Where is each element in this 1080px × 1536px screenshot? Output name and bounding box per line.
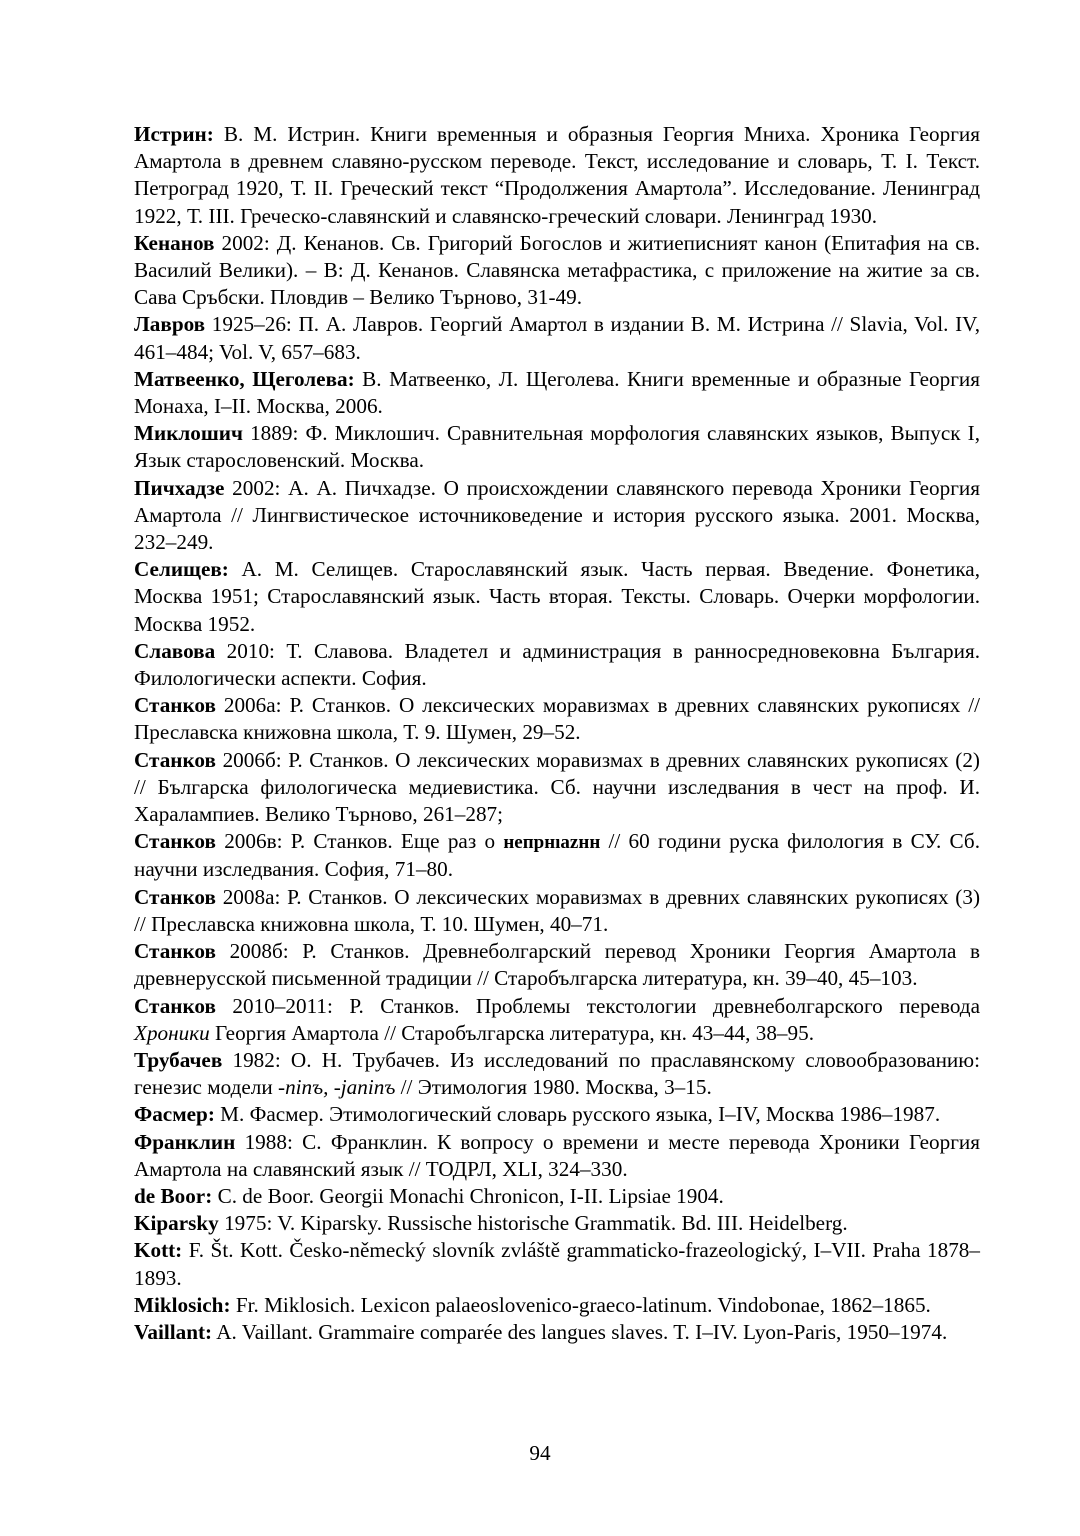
reference-key: Истрин:	[134, 122, 214, 146]
reference-entry	[134, 475, 980, 557]
reference-key: Станков	[134, 993, 216, 1018]
reference-text: 2010: Т. Славова. Владетел и администрация в ранносредновековна България. Филологически аспекти. София.	[134, 638, 980, 691]
reference-key: Пичхадзе	[134, 475, 225, 500]
reference-text: В. М. Истрин. Книги временныя и образныя Георгия Мниха. Хроника Георгия Амартола в древнем славяно-русском переводе. Текст, исследование и словарь, Т. I. Текст. Петроград 1920, Т. II. Греческий текст “Продолжения Амартола”. Исследование. Ленинград 1922, Т. III. Греческо-славянский и славянско-греческий словари. Ленинград 1930.	[134, 122, 980, 228]
reference-key: Станков	[134, 693, 216, 718]
reference-text: A. Vaillant. Grammaire comparée des langues slaves. T. I–IV. Lyon-Paris, 1950–1974.	[212, 1319, 948, 1344]
italic-title: Хроники	[134, 1020, 210, 1045]
reference-key: Кенанов	[134, 230, 215, 255]
reference-text-after: // 60 години руска филология в СУ. Сб. научни изследвания. София, 71–80.	[134, 829, 980, 882]
reference-text: 2002: А. А. Пичхадзе. О происхождении славянского перевода Хроники Георгия Амартола // Лингвистическое источниковедение и история русского языка. 2001. Москва, 232–249.	[134, 475, 980, 555]
reference-text: 2006в: Р. Станков. Еще раз о	[215, 829, 504, 854]
reference-text: Fr. Miklosich. Lexicon palaeoslovenico-graeco-latinum. Vindobonae, 1862–1865.	[230, 1292, 931, 1317]
reference-key: Славова	[134, 638, 216, 663]
reference-text: 1975: V. Kiparsky. Russische historische Grammatik. Bd. III. Heidelberg.	[218, 1211, 848, 1236]
reference-entry	[134, 1319, 980, 1346]
reference-entry	[134, 638, 980, 692]
reference-text-after: Георгия Амартола // Старобългарска литература, кн. 43–44, 38–95.	[209, 1020, 815, 1045]
reference-key: Kiparsky	[134, 1211, 219, 1236]
reference-text: 1988: С. Франклин. К вопросу о времени и месте перевода Хроники Георгия Амартола на славянский язык // ТОДРЛ, XLI, 324–330.	[134, 1129, 980, 1181]
reference-text: 2010–2011: Р. Станков. Проблемы текстологии древнеболгарского перевода	[215, 993, 980, 1018]
reference-key: Станков	[134, 884, 216, 909]
reference-entry	[134, 366, 980, 420]
reference-text: 2008а: Р. Станков. О лексических моравизмах в древних славянских рукописях (3) // Преславска книжовна школа, Т. 10. Шумен, 40–71.	[134, 884, 980, 936]
reference-entry	[134, 938, 980, 992]
reference-entry	[134, 230, 980, 312]
page-number: 94	[529, 1441, 551, 1465]
reference-key: Селищев:	[134, 557, 229, 582]
reference-key: Трубачев	[134, 1047, 223, 1072]
reference-entry	[134, 1183, 980, 1210]
reference-entry	[134, 1292, 980, 1319]
reference-entry	[134, 993, 980, 1047]
reference-text: А. М. Селищев. Старославянский язык. Часть первая. Введение. Фонетика, Москва 1951; Старославянский язык. Часть вторая. Тексты. Словарь. Очерки морфологии. Москва 1952.	[134, 557, 980, 636]
reference-text: 2006б: Р. Станков. О лексических моравизмах в древних славянских рукописях (2) // Българска филологическа медиевистика. Сб. научни изследвания в чест на проф. И. Харалампиев. Велико Търново, 261–287;	[134, 747, 980, 827]
reference-key: Станков	[134, 829, 216, 854]
reference-text: В. Матвеенко, Л. Щеголева. Книги временные и образные Георгия Монаха, I–II. Москва, 2006.	[134, 366, 980, 419]
italic-term: -ninъ, -janinъ	[278, 1075, 396, 1100]
reference-entry	[134, 884, 980, 938]
reference-key: Матвеенко, Щеголева:	[134, 366, 355, 391]
reference-text-after: // Этимология 1980. Москва, 3–15.	[395, 1075, 712, 1100]
reference-key: Лавров	[134, 312, 206, 337]
reference-key: Станков	[134, 747, 216, 772]
reference-key: Миклошич	[134, 421, 243, 446]
reference-entry	[134, 1129, 980, 1183]
bibliography-list	[134, 121, 980, 1346]
reference-text: 1925–26: П. А. Лавров. Георгий Амартол в издании В. М. Истрина // Slavia, Vol. IV, 461–484; Vol. V, 657–683.	[134, 312, 980, 364]
reference-key: Станков	[134, 939, 216, 964]
reference-entry	[134, 556, 980, 638]
reference-text: 2002: Д. Кенанов. Св. Григорий Богослов и житиеписният канон (Епитафия на св. Василий Велики). – В: Д. Кенанов. Славянска метафрастика, с приложение на житие за св. Сава Сръбски. Пловдив – Велико Търново, 31-49.	[134, 230, 980, 310]
reference-entry	[134, 1210, 980, 1237]
reference-key: Фасмер:	[134, 1102, 215, 1127]
reference-key: de Boor:	[134, 1183, 213, 1208]
reference-text: М. Фасмер. Этимологический словарь русского языка, I–IV, Москва 1986–1987.	[214, 1102, 941, 1127]
reference-key: Франклин	[134, 1129, 236, 1154]
reference-text: 2006а: Р. Станков. О лексических моравизмах в древних славянских рукописях // Преславска книжовна школа, Т. 9. Шумен, 29–52.	[134, 693, 980, 745]
reference-entry	[134, 420, 980, 474]
reference-entry	[134, 747, 980, 829]
reference-text: C. de Boor. Georgii Monachi Chronicon, I-II. Lipsiae 1904.	[212, 1183, 724, 1208]
reference-text: F. Št. Kott. Česko-německý slovník zvláště grammaticko-frazeologický, I–VII. Praha 1878–1893.	[134, 1238, 980, 1290]
reference-key: Kott:	[134, 1238, 183, 1263]
reference-key: Vaillant:	[134, 1319, 213, 1344]
reference-entry	[134, 1101, 980, 1128]
old-slavonic-word: непрнıаzнн	[503, 832, 601, 854]
reference-entry	[134, 1237, 980, 1291]
reference-entry	[134, 121, 980, 230]
reference-text: 1982: О. Н. Трубачев. Из исследований по праславянскому словообразованию: генезис модели	[134, 1047, 980, 1100]
reference-entry	[134, 828, 980, 883]
reference-entry	[134, 311, 980, 365]
reference-key: Miklosich:	[134, 1292, 231, 1317]
reference-text: 1889: Ф. Миклошич. Сравнительная морфология славянских языков, Выпуск I, Язык старословенский. Москва.	[134, 421, 980, 473]
reference-entry	[134, 1047, 980, 1101]
reference-text: 2008б: Р. Станков. Древнеболгарский перевод Хроники Георгия Амартола в древнерусской письменной традиции // Старобългарска литература, кн. 39–40, 45–103.	[134, 939, 980, 991]
reference-entry	[134, 692, 980, 746]
